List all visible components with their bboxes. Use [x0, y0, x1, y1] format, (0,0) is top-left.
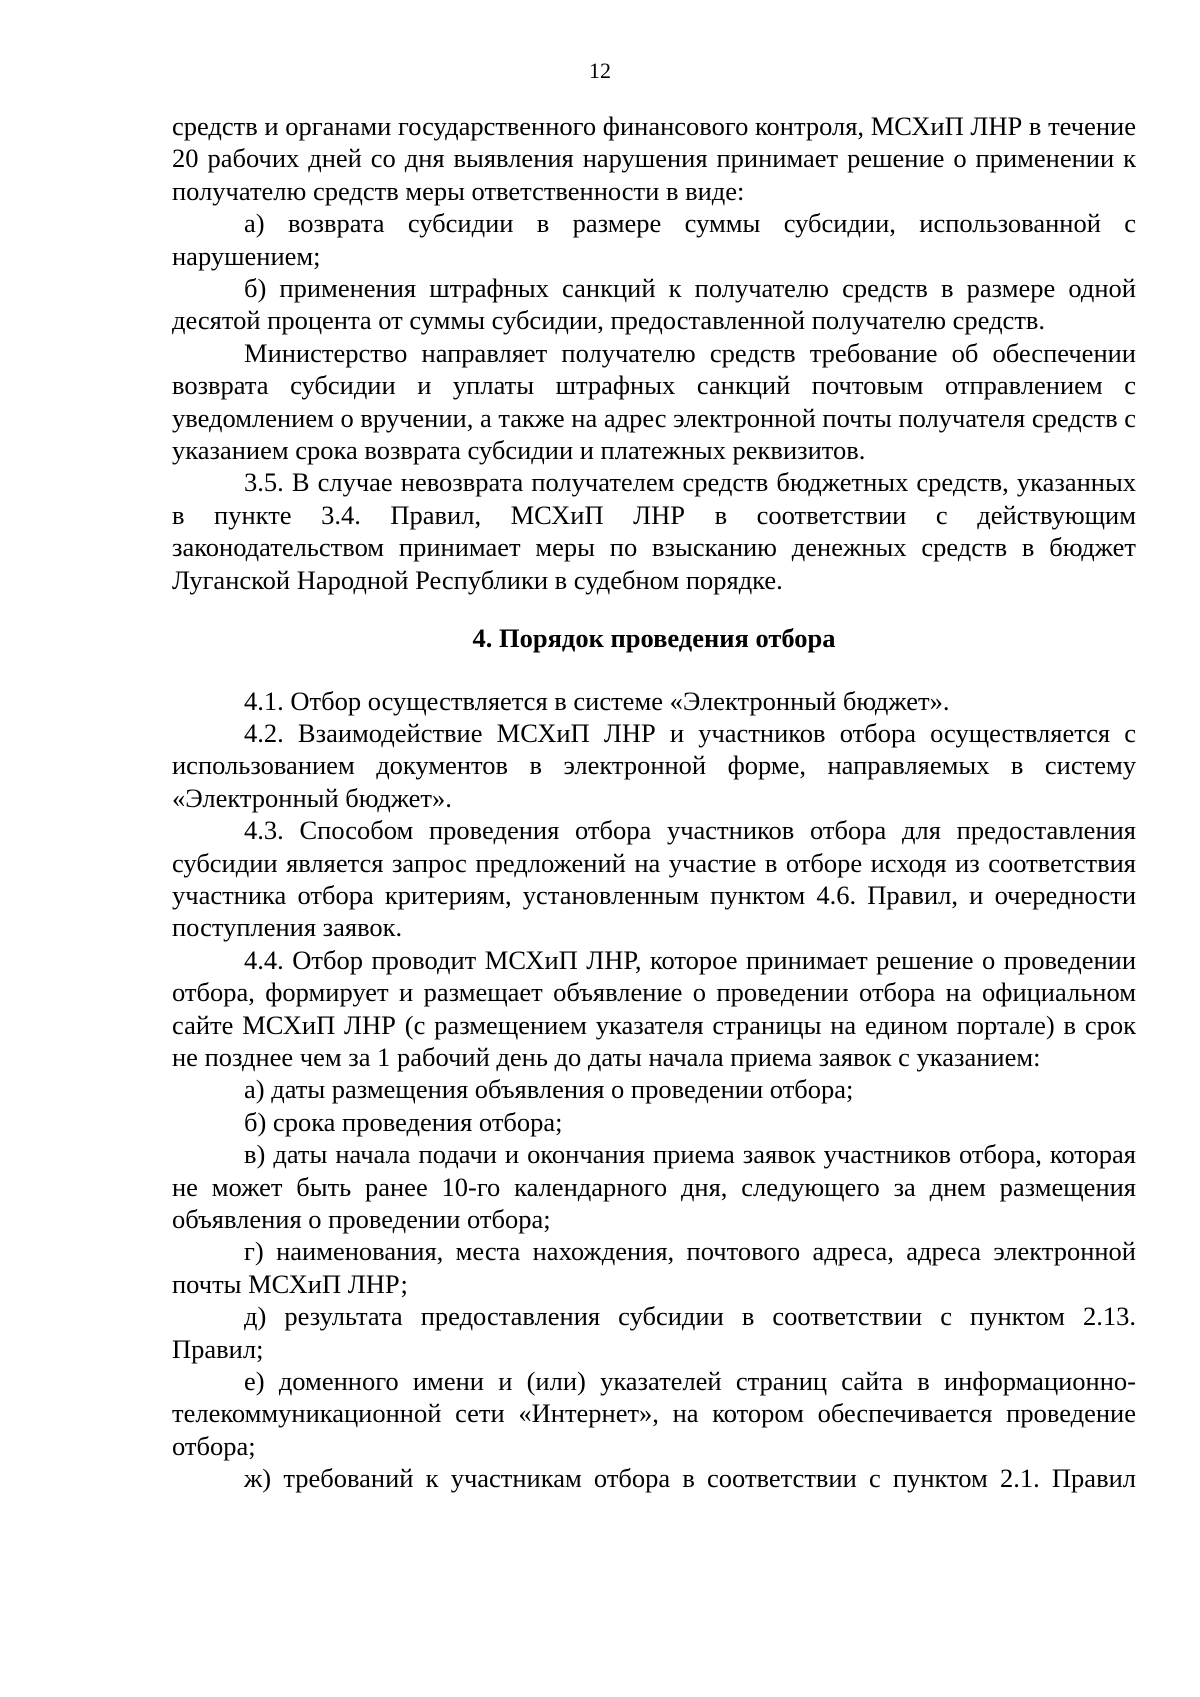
list-item: д) результата предоставления субсидии в соответствии с пунктом 2.13. Правил;	[172, 1301, 1136, 1364]
list-item: ж) требований к участникам отбора в соответствии с пунктом 2.1. Правил	[244, 1463, 1136, 1494]
list-item: б) срока проведения отбора;	[244, 1106, 563, 1137]
section-heading: 4. Порядок проведения отбора	[472, 623, 836, 654]
list-item: а) даты размещения объявления о проведении отбора;	[244, 1074, 854, 1105]
document-body	[172, 110, 1136, 1495]
paragraph: а) возврата субсидии в размере суммы субсидии, использованной с нарушением;	[172, 208, 1136, 271]
paragraph: 4.1. Отбор осуществляется в системе «Электронный бюджет».	[244, 685, 950, 716]
paragraph: б) применения штрафных санкций к получателю средств в размере одной десятой процента от суммы субсидии, предоставленной получателю средств.	[172, 273, 1136, 336]
paragraph: Министерство направляет получателю средств требование об обеспечении возврата субсидии и уплаты штрафных санкций почтовым отправлением с уведомлением о вручении, а также на адрес электронной почты получателя средств с указанием срока возврата субсидии и платежных реквизитов.	[172, 337, 1136, 466]
paragraph: 4.3. Способом проведения отбора участников отбора для предоставления субсидии является запрос предложений на участие в отборе исходя из соответствия участника отбора критериям, установленным пунктом 4.6. Правил, и очередности поступления заявок.	[172, 815, 1136, 943]
paragraph: 4.4. Отбор проводит МСХиП ЛНР, которое принимает решение о проведении отбора, формирует и размещает объявление о проведении отбора на официальном сайте МСХиП ЛНР (с размещением указателя страницы на едином портале) в срок не позднее чем за 1 рабочий день до даты начала приема заявок с указанием:	[172, 944, 1136, 1072]
page-number: 12	[589, 58, 611, 83]
paragraph: средств и органами государственного финансового контроля, МСХиП ЛНР в течение 20 рабочих дней со дня выявления нарушения принимает решение о применении к получателю средств меры ответственности в виде:	[172, 111, 1136, 206]
paragraph: 4.2. Взаимодействие МСХиП ЛНР и участников отбора осуществляется с использованием документов в электронной форме, направляемых в систему «Электронный бюджет».	[172, 717, 1136, 813]
list-item: г) наименования, места нахождения, почтового адреса, адреса электронной почты МСХиП ЛНР;	[172, 1236, 1136, 1299]
paragraph: 3.5. В случае невозврата получателем средств бюджетных средств, указанных в пункте 3.4. Правил, МСХиП ЛНР в соответствии с действующим законодательством принимает меры по взысканию денежных средств в бюджет Луганской Народной Республики в судебном порядке.	[172, 467, 1136, 595]
list-item: е) доменного имени и (или) указателей страниц сайта в информационно-телекоммуникационной сети «Интернет», на котором обеспечивается проведение отбора;	[172, 1366, 1136, 1461]
list-item: в) даты начала подачи и окончания приема заявок участников отбора, которая не может быть ранее 10-го календарного дня, следующего за днем размещения объявления о проведении отбора;	[172, 1139, 1136, 1234]
